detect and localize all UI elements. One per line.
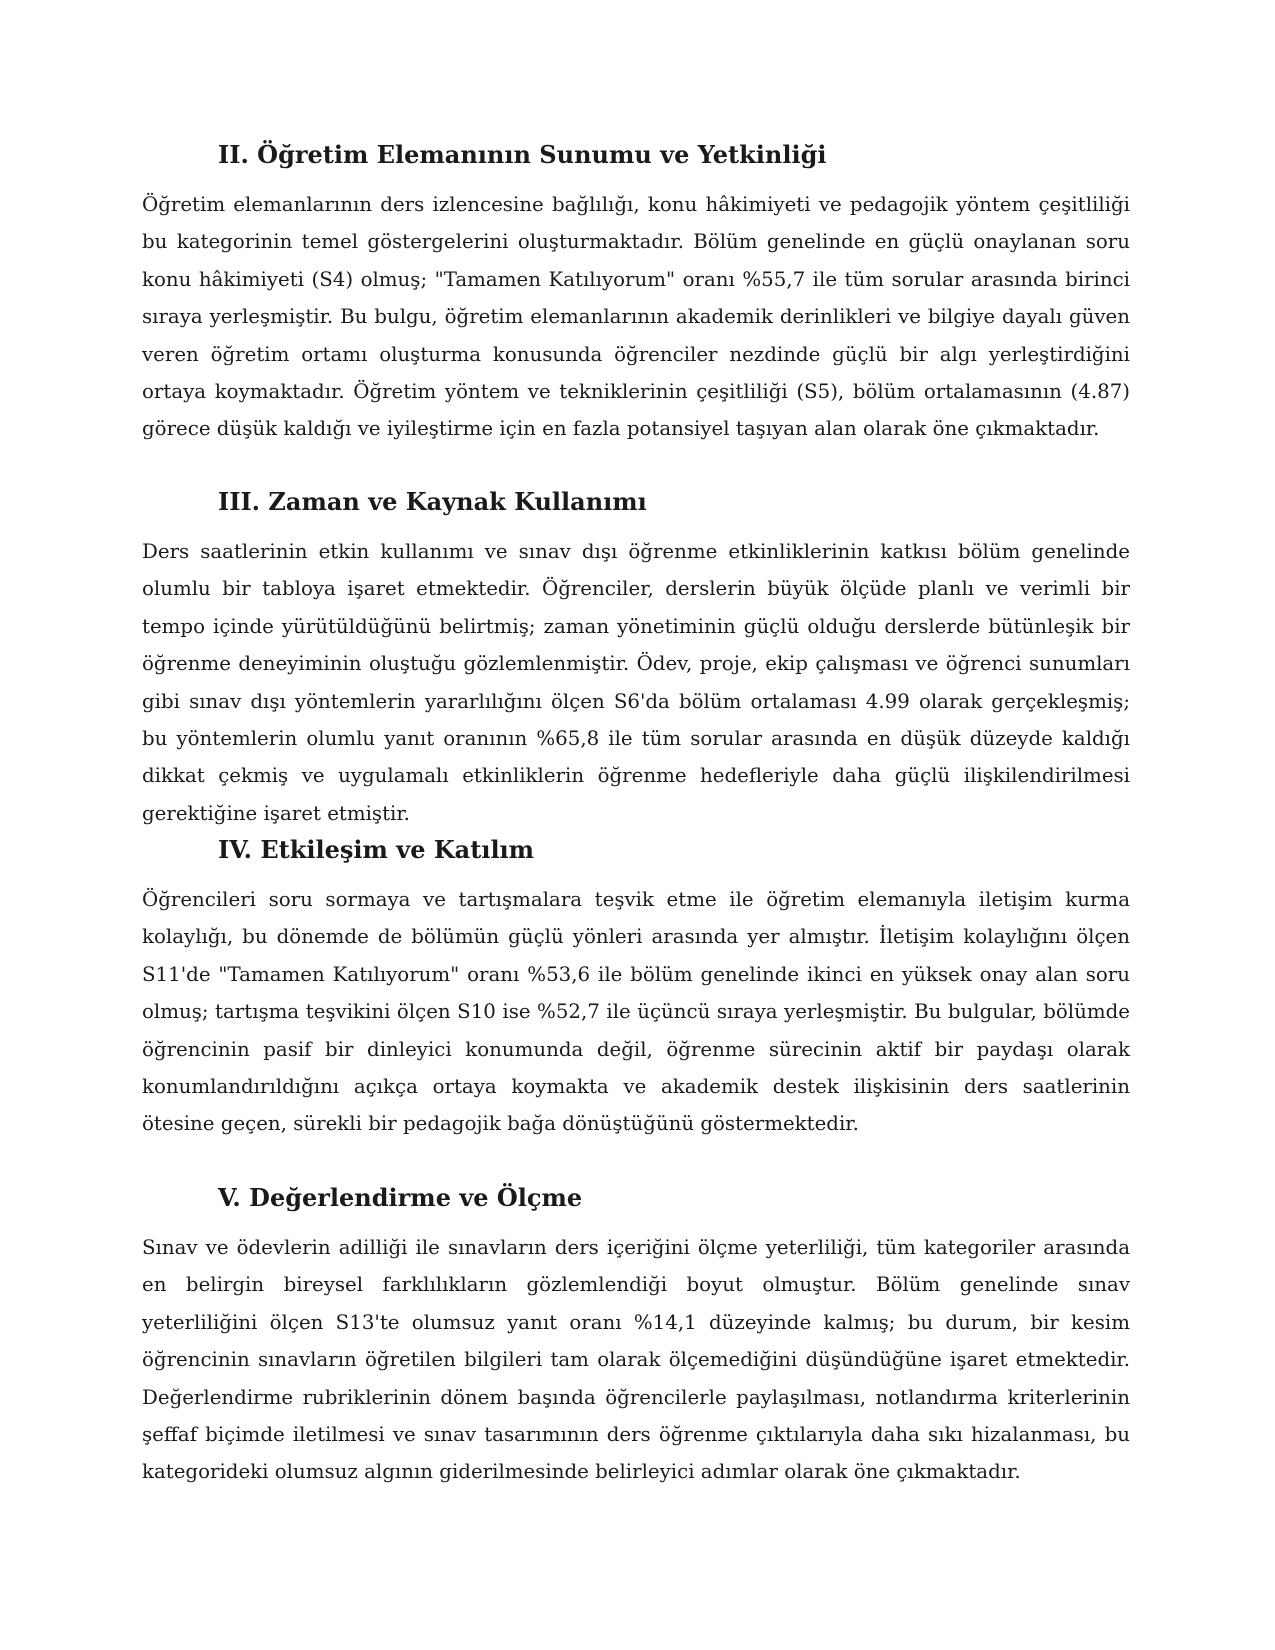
section-paragraph: Sınav ve ödevlerin adilliği ile sınavların ders içeriğini ölçme yeterliliği, tüm kategoriler arasında en belirgin bireysel farklılıkların gözlemlendiği boyut olmuştur. Bölüm genelinde sınav yeterliliğini ölçen S13'te olumsuz yanıt oranı %14,1 düzeyinde kalmış; bu durum, bir kesim öğrencinin sınavların öğretilen bilgileri tam olarak ölçemediğini düşündüğüne işaret etmektedir. Değerlendirme rubriklerinin dönem başında öğrencilerle paylaşılması, notlandırma kriterlerinin şeffaf biçimde iletilmesi ve sınav tasarımının ders öğrenme çıktılarıyla daha sıkı hizalanması, bu kategorideki olumsuz algının giderilmesinde belirleyici adımlar olarak öne çıkmaktadır. xyxy=(142,1236,1130,1484)
section-assessment-measurement xyxy=(142,1181,1130,1491)
section-heading: II. Öğretim Elemanının Sunumu ve Yetkinliği xyxy=(218,140,827,169)
section-interaction-participation xyxy=(142,833,1130,1143)
section-heading: V. Değerlendirme ve Ölçme xyxy=(218,1183,583,1212)
section-paragraph: Öğretim elemanlarının ders izlencesine bağlılığı, konu hâkimiyeti ve pedagojik yöntem çeşitliliği bu kategorinin temel göstergelerini oluşturmaktadır. Bölüm genelinde en güçlü onaylanan soru konu hâkimiyeti (S4) olmuş; "Tamamen Katılıyorum" oranı %55,7 ile tüm sorular arasında birinci sıraya yerleşmiştir. Bu bulgu, öğretim elemanlarının akademik derinlikleri ve bilgiye dayalı güven veren öğretim ortamı oluşturma konusunda öğrenciler nezdinde güçlü bir algı yerleştirdiğini ortaya koymaktadır. Öğretim yöntem ve tekniklerinin çeşitliliği (S5), bölüm ortalamasının (4.87) görece düşük kaldığı ve iyileştirme için en fazla potansiyel taşıyan alan olarak öne çıkmaktadır. xyxy=(142,193,1130,441)
section-paragraph: Ders saatlerinin etkin kullanımı ve sınav dışı öğrenme etkinliklerinin katkısı bölüm genelinde olumlu bir tabloya işaret etmektedir. Öğrenciler, derslerin büyük ölçüde planlı ve verimli bir tempo içinde yürütüldüğünü belirtmiş; zaman yönetiminin güçlü olduğu derslerde bütünleşik bir öğrenme deneyiminin oluştuğu gözlemlenmiştir. Ödev, proje, ekip çalışması ve öğrenci sunumları gibi sınav dışı yöntemlerin yararlılığını ölçen S6'da bölüm ortalaması 4.99 olarak gerçekleşmiş; bu yöntemlerin olumlu yanıt oranının %65,8 ile tüm sorular arasında en düşük düzeyde kaldığı dikkat çekmiş ve uygulamalı etkinliklerin öğrenme hedefleriyle daha güçlü ilişkilendirilmesi gerektiğine işaret etmiştir. xyxy=(142,540,1130,825)
section-paragraph: Öğrencileri soru sormaya ve tartışmalara teşvik etme ile öğretim elemanıyla iletişim kurma kolaylığı, bu dönemde de bölümün güçlü yönleri arasında yer almıştır. İletişim kolaylığını ölçen S11'de "Tamamen Katılıyorum" oranı %53,6 ile bölüm genelinde ikinci en yüksek onay alan soru olmuş; tartışma teşvikini ölçen S10 ise %52,7 ile üçüncü sıraya yerleşmiştir. Bu bulgular, bölümde öğrencinin pasif bir dinleyici konumunda değil, öğrenme sürecinin aktif bir paydaşı olarak konumlandırıldığını açıkça ortaya koymakta ve akademik destek ilişkisinin ders saatlerinin ötesine geçen, sürekli bir pedagojik bağa dönüştüğünü göstermektedir. xyxy=(142,888,1130,1136)
section-heading: III. Zaman ve Kaynak Kullanımı xyxy=(218,487,647,516)
section-time-resources xyxy=(142,485,1130,832)
section-heading: IV. Etkileşim ve Katılım xyxy=(218,835,535,864)
section-instructor-presentation xyxy=(142,138,1130,448)
